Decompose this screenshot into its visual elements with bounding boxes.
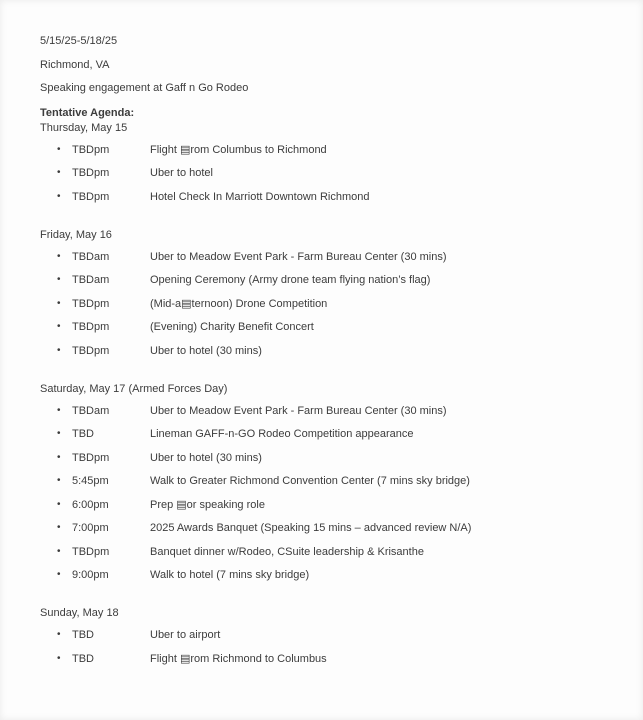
day-section-friday	[40, 228, 603, 358]
agenda-row	[57, 474, 603, 488]
location: Richmond, VA	[40, 58, 110, 71]
day-label: Saturday, May 17 (Armed Forces Day)	[40, 382, 228, 395]
bullet-icon: •	[57, 321, 61, 332]
day-label: Friday, May 16	[40, 228, 112, 241]
agenda-desc: Lineman GAFF-n-GO Rodeo Competition appearance	[150, 428, 414, 440]
bullet-icon: •	[57, 190, 61, 202]
day-section-sunday	[40, 606, 603, 666]
bullet-icon: •	[57, 629, 61, 640]
agenda-desc: Hotel Check In Marriott Downtown Richmond	[150, 190, 370, 203]
bullet-icon: •	[57, 498, 61, 510]
agenda-row	[57, 143, 603, 157]
agenda-desc: (Evening) Charity Benefit Concert	[150, 321, 314, 333]
agenda-row	[57, 320, 603, 334]
agenda-row	[57, 166, 603, 180]
agenda-desc: Flight ▤rom Richmond to Columbus	[150, 652, 327, 665]
agenda-desc: Uber to Meadow Event Park - Farm Bureau Center (30 mins)	[150, 404, 447, 417]
agenda-row	[57, 273, 603, 287]
bullet-icon: •	[57, 428, 61, 439]
bullet-icon: •	[57, 404, 61, 416]
agenda-time: TBD	[72, 652, 94, 665]
bullet-icon: •	[57, 451, 61, 463]
date-range: 5/15/25-5/18/25	[40, 35, 118, 47]
agenda-row	[57, 190, 603, 204]
agenda-row	[57, 250, 603, 264]
agenda-time: TBDpm	[72, 167, 110, 179]
agenda-time: 5:45pm	[72, 475, 109, 487]
bullet-icon: •	[57, 344, 61, 356]
agenda-time: TBDpm	[72, 545, 110, 558]
bullet-icon: •	[57, 250, 61, 262]
agenda-row	[57, 451, 603, 465]
agenda-time: TBDpm	[72, 143, 110, 156]
agenda-desc: Uber to Meadow Event Park - Farm Bureau Center (30 mins)	[150, 250, 447, 263]
agenda-row	[57, 628, 603, 642]
agenda-desc: Walk to hotel (7 mins sky bridge)	[150, 569, 310, 581]
day-section-thursday	[40, 121, 603, 204]
agenda-desc: Walk to Greater Richmond Convention Center (7 mins sky bridge)	[150, 475, 470, 487]
agenda-desc: Uber to hotel (30 mins)	[150, 344, 262, 357]
day-label: Thursday, May 15	[40, 121, 128, 134]
agenda-row	[57, 521, 603, 535]
agenda-row	[57, 297, 603, 311]
agenda-row	[57, 498, 603, 512]
agenda-heading: Tentative Agenda:	[40, 106, 135, 119]
bullet-icon: •	[57, 569, 61, 580]
agenda-desc: (Mid-a▤ternoon) Drone Competition	[150, 297, 328, 310]
agenda-row	[57, 344, 603, 358]
agenda-desc: Uber to hotel (30 mins)	[150, 451, 262, 464]
agenda-time: TBD	[72, 428, 94, 440]
agenda-desc: Uber to airport	[150, 629, 221, 641]
agenda-time: TBD	[72, 629, 94, 641]
agenda-desc: Flight ▤rom Columbus to Richmond	[150, 143, 327, 156]
agenda-desc: Uber to hotel	[150, 167, 213, 179]
bullet-icon: •	[57, 143, 61, 155]
agenda-time: TBDam	[72, 274, 110, 286]
agenda-desc: 2025 Awards Banquet (Speaking 15 mins – advanced review N/A)	[150, 522, 472, 534]
agenda-desc: Opening Ceremony (Army drone team flying nation’s flag)	[150, 274, 431, 286]
agenda-time: TBDpm	[72, 451, 110, 464]
agenda-desc: Prep ▤or speaking role	[150, 498, 265, 511]
bullet-icon: •	[57, 475, 61, 486]
agenda-row	[57, 568, 603, 582]
agenda-time: 6:00pm	[72, 498, 109, 511]
day-label: Sunday, May 18	[40, 607, 119, 619]
agenda-time: TBDpm	[72, 297, 110, 310]
subject-line: Speaking engagement at Gaff n Go Rodeo	[40, 82, 249, 94]
agenda-row	[57, 652, 603, 666]
bullet-icon: •	[57, 522, 61, 533]
bullet-icon: •	[57, 297, 61, 309]
day-section-saturday	[40, 382, 603, 583]
bullet-icon: •	[57, 545, 61, 557]
bullet-icon: •	[57, 167, 61, 178]
agenda-row	[57, 545, 603, 559]
agenda-row	[57, 427, 603, 441]
agenda-desc: Banquet dinner w/Rodeo, CSuite leadership & Krisanthe	[150, 545, 424, 558]
agenda-time: 9:00pm	[72, 569, 109, 581]
agenda-time: TBDpm	[72, 344, 110, 357]
agenda-time: TBDam	[72, 404, 110, 417]
agenda-time: 7:00pm	[72, 522, 109, 534]
agenda-time: TBDpm	[72, 190, 110, 203]
agenda-time: TBDam	[72, 250, 110, 263]
agenda-time: TBDpm	[72, 321, 110, 333]
bullet-icon: •	[57, 652, 61, 664]
agenda-row	[57, 404, 603, 418]
bullet-icon: •	[57, 274, 61, 285]
